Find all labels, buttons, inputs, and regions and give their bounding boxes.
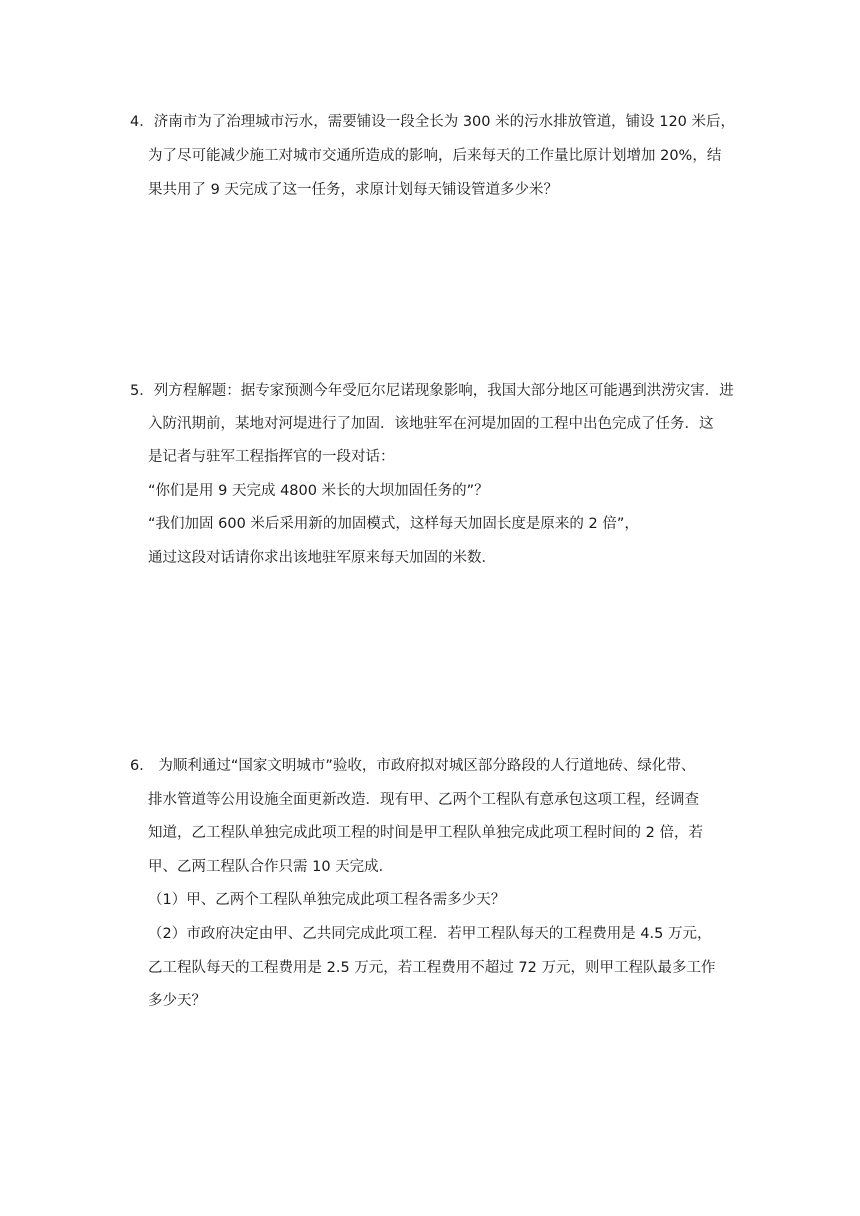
problem-4-line-1: 4．济南市为了治理城市污水，需要铺设一段全长为 300 米的污水排放管道，铺设 120 米后， xyxy=(130,114,736,130)
problem-5-line-2: 入防汛期前，某地对河堤进行了加固．该地驻军在河堤加固的工程中出色完成了任务．这 xyxy=(148,416,714,432)
problem-5-dialogue-question: “你们是用 9 天完成 4800 米长的大坝加固任务的”？ xyxy=(148,483,489,499)
problem-6-line-3: 知道，乙工程队单独完成此项工程的时间是甲工程队单独完成此项工程时间的 2 倍，若 xyxy=(148,825,703,841)
problem-6-line-4: 甲、乙两工程队合作只需 10 天完成． xyxy=(148,859,394,875)
problem-5-line-3: 是记者与驻军工程指挥官的一段对话： xyxy=(148,449,395,465)
problem-4-line-2: 为了尽可能减少施工对城市交通所造成的影响，后来每天的工作量比原计划增加 20%，结 xyxy=(148,148,722,164)
problem-6-subquestion-2: （2）市政府决定由甲、乙共同完成此项工程．若甲工程队每天的工程费用是 4.5 万元， xyxy=(148,926,712,942)
problem-5-dialogue-answer: “我们加固 600 米后采用新的加固模式，这样每天加固长度是原来的 2 倍”， xyxy=(148,516,639,532)
problem-5-line-6: 通过这段对话请你求出该地驻军原来每天加固的米数． xyxy=(148,550,496,566)
problem-6-line-8: 多少天？ xyxy=(148,993,206,1009)
problem-6-line-1: 6． 为顺利通过“国家文明城市”验收，市政府拟对城区部分路段的人行道地砖、绿化带、 xyxy=(130,758,696,774)
problem-6-line-2: 排水管道等公用设施全面更新改造．现有甲、乙两个工程队有意承包这项工程，经调查 xyxy=(148,792,699,808)
problem-6-subquestion-1: （1）甲、乙两个工程队单独完成此项工程各需多少天？ xyxy=(148,892,506,908)
problem-6-line-7: 乙工程队每天的工程费用是 2.5 万元，若工程费用不超过 72 万元，则甲工程队最多工作 xyxy=(148,960,716,976)
problem-5-line-1: 5．列方程解题：据专家预测今年受厄尔尼诺现象影响，我国大部分地区可能遇到洪涝灾害．进 xyxy=(130,383,734,399)
problem-4-line-3: 果共用了 9 天完成了这一任务，求原计划每天铺设管道多少米？ xyxy=(148,182,558,198)
